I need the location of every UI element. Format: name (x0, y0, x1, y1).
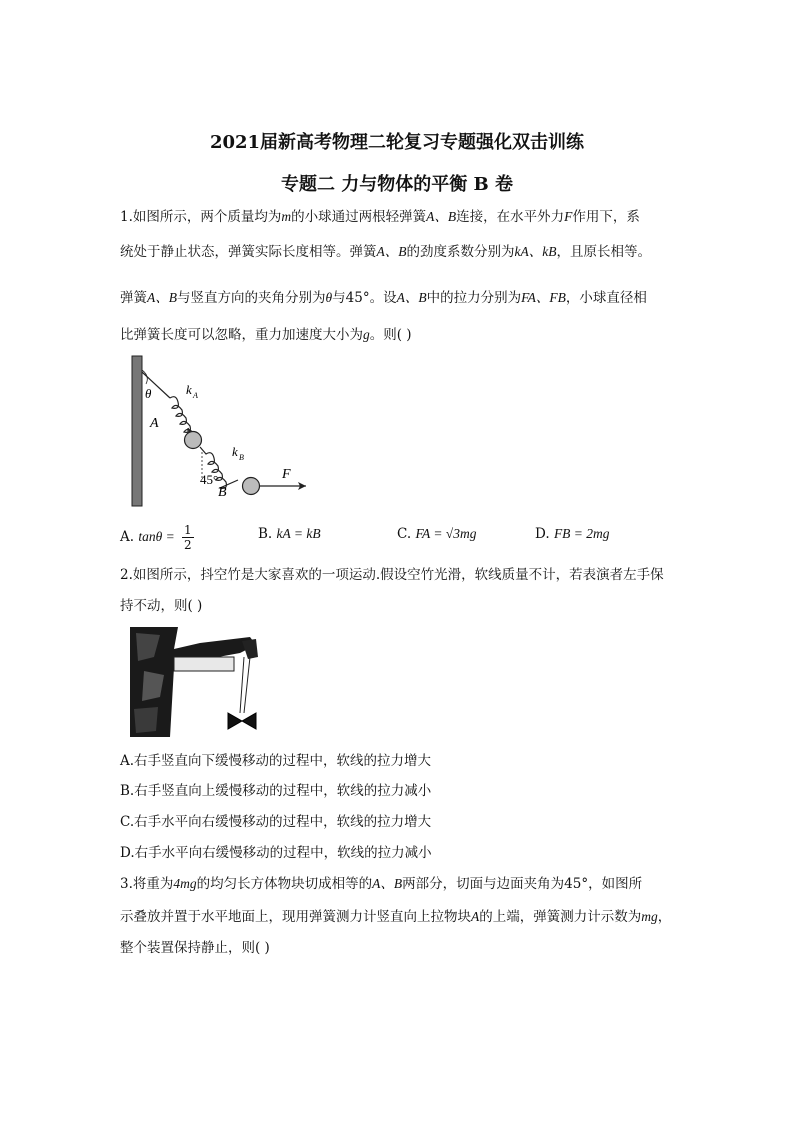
performer-shading (134, 707, 158, 733)
q3-var-ab: A、B (372, 876, 403, 891)
q1-option-b[interactable] (258, 526, 321, 542)
q3-var-weight: 4mg (173, 876, 197, 891)
q1-text: 弹簧 (120, 290, 147, 306)
option-expression: FB = 2mg (553, 526, 610, 541)
document-subtitle: 专题二 力与物体的平衡 B 卷 (280, 174, 513, 195)
fraction-numerator: 1 (184, 523, 192, 537)
q1-text: 比弹簧长度可以忽略，重力加速度大小为 (120, 327, 363, 343)
q1-text: 的劲度系数分别为 (406, 244, 515, 260)
ball-2 (243, 478, 260, 495)
q1-text: 与竖直方向的夹角分别为 (177, 290, 326, 306)
q2-diabolo-photo (130, 627, 260, 737)
q1-var-ab: A、B (376, 244, 407, 259)
q3-text: 的上端，弹簧测力计示数为 (479, 909, 642, 925)
q3-text: 示叠放并置于水平地面上，现用弹簧测力计竖直向上拉物块 (120, 909, 471, 925)
label-b: B (218, 485, 227, 500)
q3-text: 3.将重为 (120, 876, 174, 892)
q1-var-m: m (281, 209, 292, 224)
q2-line-1: 2.如图所示，抖空竹是大家喜欢的一项运动.假设空竹光滑，软线质量不计，若表演者左手保 (120, 567, 664, 583)
option-expression: kA = kB (276, 526, 321, 541)
q2-option-a[interactable]: A.右手竖直向下缓慢移动的过程中，软线的拉力增大 (120, 753, 432, 769)
fraction (182, 524, 194, 551)
label-f: F (282, 467, 291, 482)
option-letter: D. (535, 526, 550, 542)
q1-var-ab: A、B (396, 290, 427, 305)
q1-var-g: g (363, 327, 370, 342)
q1-text: 与45°。设 (332, 290, 397, 306)
q3-line-1 (120, 872, 642, 892)
label-a: A (150, 416, 159, 431)
q2-option-b[interactable]: B.右手竖直向上缓慢移动的过程中，软线的拉力减小 (120, 783, 432, 799)
q1-text: 作用下，系 (572, 209, 640, 225)
q2-option-c[interactable]: C.右手水平向右缓慢移动的过程中，软线的拉力增大 (120, 814, 432, 830)
fraction-denominator: 2 (184, 538, 192, 552)
q1-var-theta: θ (325, 290, 333, 305)
q1-text: ，且原长相等。 (556, 244, 651, 260)
q1-text: 连接，在水平外力 (456, 209, 565, 225)
q1-option-c[interactable] (397, 526, 476, 542)
label-theta: θ (145, 386, 152, 401)
q1-var-ab: A、B (426, 209, 457, 224)
q1-option-a[interactable] (120, 524, 194, 551)
label-45-degree: 45° (200, 472, 219, 487)
label-ka-sub: A (193, 391, 198, 400)
q1-option-d[interactable] (535, 526, 610, 542)
q1-text: 统处于静止状态，弹簧实际长度相等。弹簧 (120, 244, 377, 260)
q2-option-d[interactable]: D.右手水平向右缓慢移动的过程中，软线的拉力减小 (120, 845, 432, 861)
q3-var-mg: mg (641, 909, 658, 924)
q2-line-2: 持不动，则( ) (120, 598, 203, 614)
option-expression: FA = √3mg (415, 526, 477, 541)
ball-1 (185, 432, 202, 449)
q3-text: ， (657, 909, 672, 925)
q1-var-f: FA、FB (521, 290, 566, 305)
q3-var-a: A (471, 909, 480, 924)
q1-line-2 (120, 240, 651, 260)
option-expression: tanθ = (138, 529, 175, 544)
label-kb-sub: B (239, 453, 244, 462)
q1-text: 1.如图所示，两个质量均为 (120, 209, 282, 225)
option-letter: C. (397, 526, 412, 542)
q1-spring-figure (120, 350, 320, 510)
label-kb: k (232, 444, 238, 459)
q1-text: 的小球通过两根轻弹簧 (291, 209, 427, 225)
q1-line-3 (120, 286, 647, 306)
q3-text: 的均匀长方体物块切成相等的 (196, 876, 373, 892)
option-letter: B. (258, 526, 273, 542)
left-hand-stick (174, 657, 234, 671)
q3-text: 两部分，切面与边面夹角为45°，如图所 (402, 876, 643, 892)
document-title: 2021届新高考物理二轮复习专题强化双击训练 (209, 132, 585, 153)
option-letter: A. (120, 529, 135, 545)
q1-text: ，小球直径相 (565, 290, 647, 306)
q1-var-k: kA、kB (514, 244, 557, 259)
q1-text: 。则( ) (369, 327, 412, 343)
q1-line-4 (120, 323, 412, 343)
q1-var-f: F (564, 209, 573, 224)
wall (132, 356, 142, 506)
q3-line-3: 整个装置保持静止，则( ) (120, 940, 270, 956)
q1-text: 中的拉力分别为 (426, 290, 522, 306)
q1-var-ab: A、B (147, 290, 177, 305)
q3-line-2 (120, 905, 671, 925)
label-ka: k (186, 382, 192, 397)
q1-line-1 (120, 205, 640, 225)
